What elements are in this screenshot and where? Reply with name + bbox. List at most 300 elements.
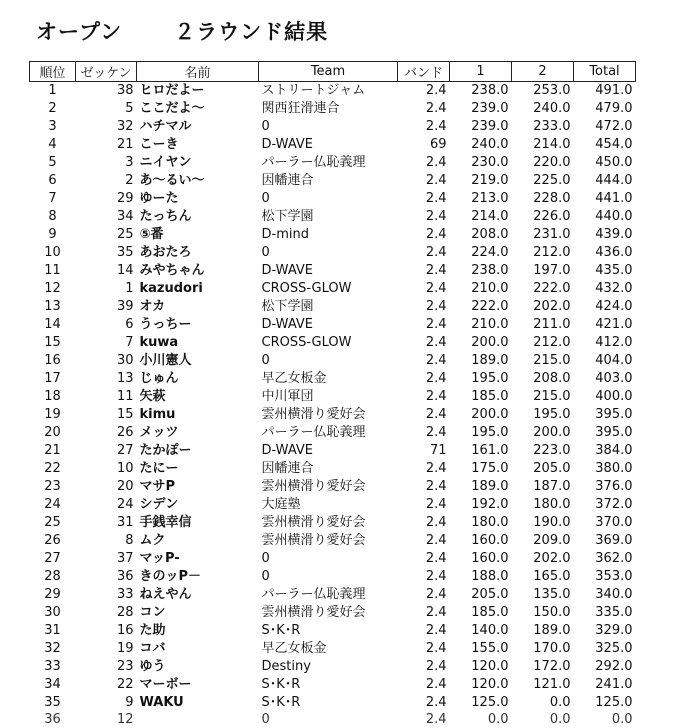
band-cell: 2.4 [398, 316, 450, 334]
rank-cell: 33 [30, 658, 76, 676]
name-cell [137, 712, 259, 728]
rank-cell: 11 [30, 262, 76, 280]
round-1-cell: 189.0 [450, 352, 512, 370]
bib-cell: 24 [76, 496, 137, 514]
total-cell: 395.0 [574, 424, 636, 442]
table-row [30, 370, 636, 388]
round-2-cell: 208.0 [512, 370, 574, 388]
band-cell: 2.4 [398, 208, 450, 226]
round-1-cell: 189.0 [450, 478, 512, 496]
band-cell: 71 [398, 442, 450, 460]
team-cell: 松下学園 [259, 298, 398, 316]
total-cell: 435.0 [574, 262, 636, 280]
team-cell: 0 [259, 352, 398, 370]
total-cell: 444.0 [574, 172, 636, 190]
table-row [30, 604, 636, 622]
round-2-cell: 215.0 [512, 352, 574, 370]
bib-cell: 27 [76, 442, 137, 460]
table-row [30, 442, 636, 460]
team-cell: CROSS-GLOW [259, 280, 398, 298]
name-cell: たにー [137, 460, 259, 478]
band-cell: 2.4 [398, 370, 450, 388]
round-2-cell: 135.0 [512, 586, 574, 604]
team-cell: 0 [259, 568, 398, 586]
total-cell: 436.0 [574, 244, 636, 262]
team-cell: 早乙女板金 [259, 370, 398, 388]
bib-cell: 25 [76, 226, 137, 244]
total-cell: 440.0 [574, 208, 636, 226]
total-cell: 441.0 [574, 190, 636, 208]
bib-cell: 14 [76, 262, 137, 280]
bib-cell: 22 [76, 676, 137, 694]
table-row [30, 280, 636, 298]
total-cell: 0.0 [574, 712, 636, 728]
total-cell: 340.0 [574, 586, 636, 604]
team-cell: 0 [259, 118, 398, 136]
team-cell: S･K･R [259, 694, 398, 712]
round-1-cell: 125.0 [450, 694, 512, 712]
round-1-cell: 161.0 [450, 442, 512, 460]
round-1-cell: 214.0 [450, 208, 512, 226]
round-2-cell: 200.0 [512, 424, 574, 442]
rank-cell: 35 [30, 694, 76, 712]
round-2-cell: 202.0 [512, 298, 574, 316]
bib-cell: 9 [76, 694, 137, 712]
team-cell: 因幡連合 [259, 172, 398, 190]
header-bib: ゼッケン [76, 62, 137, 82]
team-cell: D-WAVE [259, 262, 398, 280]
bib-cell: 34 [76, 208, 137, 226]
band-cell: 2.4 [398, 100, 450, 118]
team-cell: D-mind [259, 226, 398, 244]
team-cell: ストリートジャム [259, 82, 398, 101]
round-2-cell: 223.0 [512, 442, 574, 460]
rank-cell: 30 [30, 604, 76, 622]
total-cell: 479.0 [574, 100, 636, 118]
band-cell: 2.4 [398, 280, 450, 298]
round-2-cell: 214.0 [512, 136, 574, 154]
total-cell: 439.0 [574, 226, 636, 244]
bib-cell: 8 [76, 532, 137, 550]
team-cell: 雲州横滑り愛好会 [259, 532, 398, 550]
rank-cell: 13 [30, 298, 76, 316]
table-row [30, 424, 636, 442]
bib-cell: 32 [76, 118, 137, 136]
band-cell: 2.4 [398, 424, 450, 442]
band-cell: 2.4 [398, 460, 450, 478]
bib-cell: 19 [76, 640, 137, 658]
table-row [30, 460, 636, 478]
round-1-cell: 224.0 [450, 244, 512, 262]
rank-cell: 28 [30, 568, 76, 586]
round-1-cell: 208.0 [450, 226, 512, 244]
table-row [30, 622, 636, 640]
round-2-cell: 211.0 [512, 316, 574, 334]
table-row [30, 532, 636, 550]
header-round-2: 2 [512, 62, 574, 82]
team-cell: 0 [259, 190, 398, 208]
round-1-cell: 185.0 [450, 604, 512, 622]
bib-cell: 3 [76, 154, 137, 172]
header-band: バンド [398, 62, 450, 82]
round-2-cell: 197.0 [512, 262, 574, 280]
table-row [30, 550, 636, 568]
band-cell: 2.4 [398, 712, 450, 728]
team-cell: 雲州横滑り愛好会 [259, 514, 398, 532]
bib-cell: 28 [76, 604, 137, 622]
name-cell: あ～るい～ [137, 172, 259, 190]
band-cell: 2.4 [398, 604, 450, 622]
team-cell: 雲州横滑り愛好会 [259, 604, 398, 622]
team-cell: 0 [259, 244, 398, 262]
total-cell: 404.0 [574, 352, 636, 370]
table-row [30, 172, 636, 190]
name-cell: じゅん [137, 370, 259, 388]
bib-cell: 38 [76, 82, 137, 101]
header-team: Team [259, 62, 398, 82]
round-1-cell: 120.0 [450, 676, 512, 694]
band-cell: 2.4 [398, 694, 450, 712]
table-row [30, 352, 636, 370]
header-round-1: 1 [450, 62, 512, 82]
round-2-cell: 222.0 [512, 280, 574, 298]
table-row [30, 298, 636, 316]
band-cell: 2.4 [398, 388, 450, 406]
round-1-cell: 140.0 [450, 622, 512, 640]
round-1-cell: 195.0 [450, 370, 512, 388]
round-1-cell: 219.0 [450, 172, 512, 190]
table-row [30, 244, 636, 262]
band-cell: 2.4 [398, 262, 450, 280]
header-total: Total [574, 62, 636, 82]
rank-cell: 12 [30, 280, 76, 298]
round-2-cell: 228.0 [512, 190, 574, 208]
rank-cell: 17 [30, 370, 76, 388]
team-cell: 早乙女板金 [259, 640, 398, 658]
total-cell: 384.0 [574, 442, 636, 460]
total-cell: 369.0 [574, 532, 636, 550]
round-2-cell: 189.0 [512, 622, 574, 640]
rank-cell: 24 [30, 496, 76, 514]
team-cell: 関西狂滑連合 [259, 100, 398, 118]
round-1-cell: 210.0 [450, 280, 512, 298]
bib-cell: 2 [76, 172, 137, 190]
header-name: 名前 [137, 62, 259, 82]
band-cell: 2.4 [398, 226, 450, 244]
bib-cell: 13 [76, 370, 137, 388]
name-cell: ハチマル [137, 118, 259, 136]
total-cell: 125.0 [574, 694, 636, 712]
name-cell: 小川憲人 [137, 352, 259, 370]
band-cell: 2.4 [398, 298, 450, 316]
bib-cell: 11 [76, 388, 137, 406]
round-1-cell: 120.0 [450, 658, 512, 676]
team-cell: 大庭塾 [259, 496, 398, 514]
team-cell: D-WAVE [259, 136, 398, 154]
team-cell: パーラー仏恥義理 [259, 424, 398, 442]
rank-cell: 5 [30, 154, 76, 172]
table-row [30, 712, 636, 728]
band-cell: 2.4 [398, 586, 450, 604]
total-cell: 491.0 [574, 82, 636, 101]
table-row [30, 154, 636, 172]
table-row [30, 334, 636, 352]
rank-cell: 15 [30, 334, 76, 352]
team-cell: 松下学園 [259, 208, 398, 226]
rank-cell: 8 [30, 208, 76, 226]
rank-cell: 26 [30, 532, 76, 550]
team-cell: 0 [259, 712, 398, 728]
round-2-cell: 187.0 [512, 478, 574, 496]
name-cell: 矢萩 [137, 388, 259, 406]
band-cell: 2.4 [398, 568, 450, 586]
round-1-cell: 160.0 [450, 550, 512, 568]
team-cell: CROSS-GLOW [259, 334, 398, 352]
band-cell: 2.4 [398, 640, 450, 658]
name-cell: WAKU [137, 694, 259, 712]
round-2-cell: 220.0 [512, 154, 574, 172]
name-cell: ニイヤン [137, 154, 259, 172]
name-cell: オカ [137, 298, 259, 316]
round-title: ２ラウンド結果 [174, 20, 328, 44]
band-cell: 2.4 [398, 190, 450, 208]
bib-cell: 36 [76, 568, 137, 586]
name-cell: あおたろ [137, 244, 259, 262]
round-2-cell: 209.0 [512, 532, 574, 550]
band-cell: 2.4 [398, 244, 450, 262]
name-cell: マッP- [137, 550, 259, 568]
round-1-cell: 188.0 [450, 568, 512, 586]
table-row [30, 226, 636, 244]
round-1-cell: 240.0 [450, 136, 512, 154]
round-2-cell: 195.0 [512, 406, 574, 424]
total-cell: 329.0 [574, 622, 636, 640]
team-cell: 雲州横滑り愛好会 [259, 406, 398, 424]
rank-cell: 29 [30, 586, 76, 604]
table-row [30, 388, 636, 406]
bib-cell: 37 [76, 550, 137, 568]
rank-cell: 25 [30, 514, 76, 532]
table-row [30, 208, 636, 226]
total-cell: 412.0 [574, 334, 636, 352]
team-cell: S･K･R [259, 676, 398, 694]
name-cell: kuwa [137, 334, 259, 352]
band-cell: 2.4 [398, 496, 450, 514]
round-2-cell: 150.0 [512, 604, 574, 622]
team-cell: パーラー仏恥義理 [259, 154, 398, 172]
name-cell: シデン [137, 496, 259, 514]
bib-cell: 1 [76, 280, 137, 298]
total-cell: 400.0 [574, 388, 636, 406]
rank-cell: 2 [30, 100, 76, 118]
total-cell: 335.0 [574, 604, 636, 622]
name-cell: kazudori [137, 280, 259, 298]
total-cell: 454.0 [574, 136, 636, 154]
rank-cell: 19 [30, 406, 76, 424]
rank-cell: 22 [30, 460, 76, 478]
header-rank: 順位 [30, 62, 76, 82]
round-2-cell: 225.0 [512, 172, 574, 190]
bib-cell: 30 [76, 352, 137, 370]
team-cell: 因幡連合 [259, 460, 398, 478]
bib-cell: 39 [76, 298, 137, 316]
band-cell: 2.4 [398, 622, 450, 640]
round-2-cell: 0.0 [512, 712, 574, 728]
round-1-cell: 238.0 [450, 82, 512, 101]
total-cell: 424.0 [574, 298, 636, 316]
header-row [30, 62, 636, 82]
name-cell: ゆーた [137, 190, 259, 208]
rank-cell: 23 [30, 478, 76, 496]
name-cell: こーき [137, 136, 259, 154]
round-1-cell: 222.0 [450, 298, 512, 316]
band-cell: 2.4 [398, 406, 450, 424]
rank-cell: 21 [30, 442, 76, 460]
bib-cell: 31 [76, 514, 137, 532]
round-1-cell: 180.0 [450, 514, 512, 532]
band-cell: 2.4 [398, 154, 450, 172]
team-cell: S･K･R [259, 622, 398, 640]
bib-cell: 12 [76, 712, 137, 728]
round-2-cell: 190.0 [512, 514, 574, 532]
round-2-cell: 212.0 [512, 334, 574, 352]
bib-cell: 26 [76, 424, 137, 442]
bib-cell: 5 [76, 100, 137, 118]
name-cell: ⑤番 [137, 226, 259, 244]
name-cell: kimu [137, 406, 259, 424]
round-1-cell: 213.0 [450, 190, 512, 208]
rank-cell: 3 [30, 118, 76, 136]
total-cell: 403.0 [574, 370, 636, 388]
round-1-cell: 239.0 [450, 100, 512, 118]
rank-cell: 14 [30, 316, 76, 334]
bib-cell: 7 [76, 334, 137, 352]
total-cell: 450.0 [574, 154, 636, 172]
name-cell: メッツ [137, 424, 259, 442]
round-2-cell: 205.0 [512, 460, 574, 478]
team-cell: Destiny [259, 658, 398, 676]
total-cell: 372.0 [574, 496, 636, 514]
round-1-cell: 239.0 [450, 118, 512, 136]
total-cell: 292.0 [574, 658, 636, 676]
table-row [30, 478, 636, 496]
band-cell: 2.4 [398, 352, 450, 370]
table-row [30, 118, 636, 136]
rank-cell: 18 [30, 388, 76, 406]
name-cell: ゆう [137, 658, 259, 676]
table-row [30, 136, 636, 154]
round-2-cell: 253.0 [512, 82, 574, 101]
table-row [30, 658, 636, 676]
team-cell: 雲州横滑り愛好会 [259, 478, 398, 496]
rank-cell: 31 [30, 622, 76, 640]
rank-cell: 7 [30, 190, 76, 208]
rank-cell: 27 [30, 550, 76, 568]
band-cell: 69 [398, 136, 450, 154]
band-cell: 2.4 [398, 676, 450, 694]
round-1-cell: 195.0 [450, 424, 512, 442]
round-1-cell: 0.0 [450, 712, 512, 728]
rank-cell: 9 [30, 226, 76, 244]
round-1-cell: 200.0 [450, 334, 512, 352]
table-row [30, 640, 636, 658]
table-row [30, 694, 636, 712]
round-1-cell: 205.0 [450, 586, 512, 604]
round-2-cell: 172.0 [512, 658, 574, 676]
round-2-cell: 215.0 [512, 388, 574, 406]
name-cell: た助 [137, 622, 259, 640]
total-cell: 432.0 [574, 280, 636, 298]
rank-cell: 16 [30, 352, 76, 370]
total-cell: 362.0 [574, 550, 636, 568]
round-2-cell: 212.0 [512, 244, 574, 262]
round-1-cell: 175.0 [450, 460, 512, 478]
name-cell: うっちー [137, 316, 259, 334]
results-body [30, 82, 636, 728]
rank-cell: 20 [30, 424, 76, 442]
team-cell: 0 [259, 550, 398, 568]
team-cell: 中川軍団 [259, 388, 398, 406]
bib-cell: 33 [76, 586, 137, 604]
round-2-cell: 170.0 [512, 640, 574, 658]
band-cell: 2.4 [398, 172, 450, 190]
rank-cell: 34 [30, 676, 76, 694]
bib-cell: 21 [76, 136, 137, 154]
table-row [30, 100, 636, 118]
band-cell: 2.4 [398, 478, 450, 496]
total-cell: 353.0 [574, 568, 636, 586]
total-cell: 376.0 [574, 478, 636, 496]
name-cell: ムク [137, 532, 259, 550]
band-cell: 2.4 [398, 334, 450, 352]
team-cell: D-WAVE [259, 442, 398, 460]
band-cell: 2.4 [398, 658, 450, 676]
table-row [30, 514, 636, 532]
total-cell: 395.0 [574, 406, 636, 424]
bib-cell: 15 [76, 406, 137, 424]
rank-cell: 36 [30, 712, 76, 728]
rank-cell: 10 [30, 244, 76, 262]
rank-cell: 4 [30, 136, 76, 154]
round-2-cell: 240.0 [512, 100, 574, 118]
total-cell: 380.0 [574, 460, 636, 478]
total-cell: 241.0 [574, 676, 636, 694]
band-cell: 2.4 [398, 118, 450, 136]
round-2-cell: 0.0 [512, 694, 574, 712]
round-1-cell: 210.0 [450, 316, 512, 334]
band-cell: 2.4 [398, 532, 450, 550]
round-1-cell: 155.0 [450, 640, 512, 658]
name-cell: コン [137, 604, 259, 622]
round-1-cell: 160.0 [450, 532, 512, 550]
table-row [30, 190, 636, 208]
round-2-cell: 202.0 [512, 550, 574, 568]
name-cell: 手銭幸信 [137, 514, 259, 532]
bib-cell: 29 [76, 190, 137, 208]
band-cell: 2.4 [398, 550, 450, 568]
total-cell: 370.0 [574, 514, 636, 532]
table-row [30, 82, 636, 101]
table-row [30, 676, 636, 694]
table-row [30, 586, 636, 604]
round-2-cell: 233.0 [512, 118, 574, 136]
name-cell: みやちゃん [137, 262, 259, 280]
round-1-cell: 185.0 [450, 388, 512, 406]
table-row [30, 262, 636, 280]
name-cell: ヒロだよー [137, 82, 259, 101]
round-2-cell: 121.0 [512, 676, 574, 694]
name-cell: マサP [137, 478, 259, 496]
